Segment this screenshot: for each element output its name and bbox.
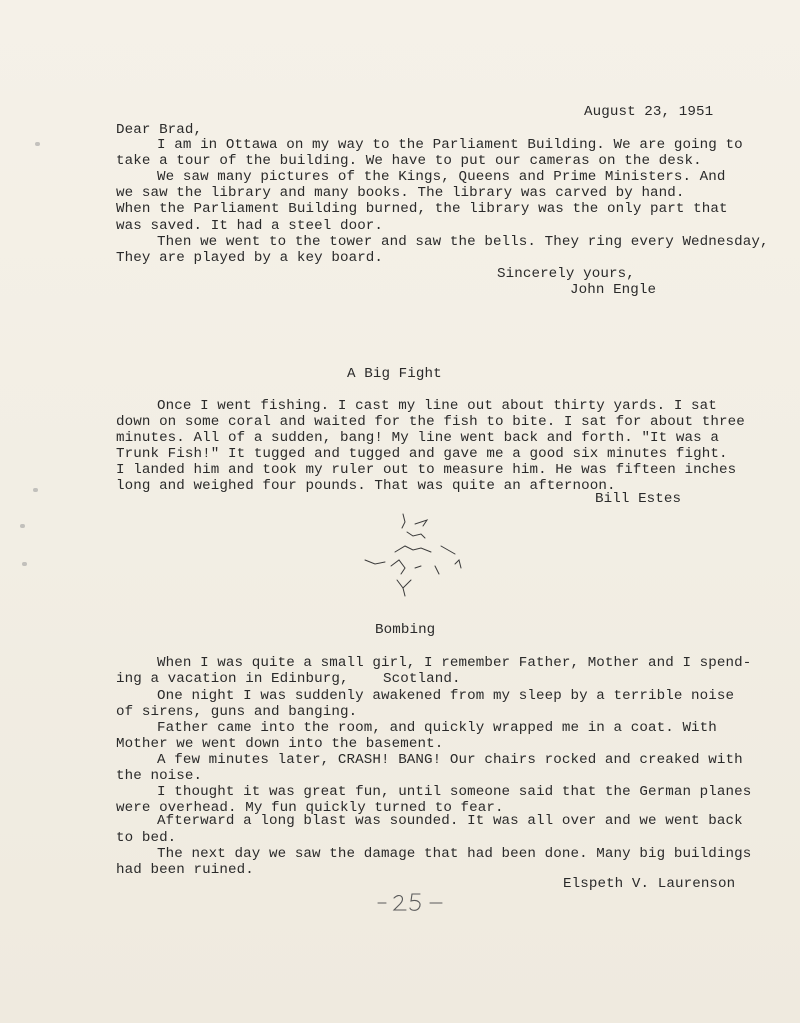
story-line: the noise. <box>116 768 203 784</box>
story-line: of sirens, guns and banging. <box>116 704 358 720</box>
letter-line: They are played by a key board. <box>116 250 384 266</box>
story-line: Trunk Fish!" It tugged and tugged and gave me a good six minutes fight. <box>116 446 728 462</box>
story-author: Bill Estes <box>595 491 682 507</box>
story-line: to bed. <box>116 830 177 846</box>
letter-line: Then we went to the tower and saw the bells. They ring every Wednesday, <box>157 234 769 250</box>
story-line: down on some coral and waited for the fish to bite. I sat for about three <box>116 414 745 430</box>
letter-line: was saved. It had a steel door. <box>116 218 384 234</box>
story-line: ing a vacation in Edinburg, Scotland. <box>116 671 461 687</box>
story-line: minutes. All of a sudden, bang! My line went back and forth. "It was a <box>116 430 719 446</box>
story-line: were overhead. My fun quickly turned to fear. <box>116 800 504 816</box>
letter-line: I am in Ottawa on my way to the Parliament Building. We are going to <box>157 137 743 153</box>
letter-closing: Sincerely yours, <box>497 266 635 282</box>
binder-hole-mark <box>33 488 38 492</box>
story-line: long and weighed four pounds. That was quite an afternoon. <box>116 478 616 494</box>
story-line: The next day we saw the damage that had been done. Many big buildings <box>157 846 752 862</box>
binder-hole-mark <box>22 562 27 566</box>
story-line: Afterward a long blast was sounded. It was all over and we went back <box>157 813 743 829</box>
story-line: I landed him and took my ruler out to measure him. He was fifteen inches <box>116 462 737 478</box>
story-author: Elspeth V. Laurenson <box>563 876 736 892</box>
story-line: One night I was suddenly awakened from my sleep by a terrible noise <box>157 688 735 704</box>
binder-hole-mark <box>20 524 25 528</box>
letter-signature: John Engle <box>570 282 657 298</box>
letter-line: We saw many pictures of the Kings, Queens and Prime Ministers. And <box>157 169 726 185</box>
story-line: had been ruined. <box>116 862 254 878</box>
story-line: When I was quite a small girl, I remember Father, Mother and I spend- <box>157 655 752 671</box>
story-line: Once I went fishing. I cast my line out about thirty yards. I sat <box>157 398 717 414</box>
story-line: I thought it was great fun, until someone said that the German planes <box>157 784 752 800</box>
letter-line: take a tour of the building. We have to put our cameras on the desk. <box>116 153 702 169</box>
story-title: Bombing <box>375 622 436 638</box>
letter-line: When the Parliament Building burned, the library was the only part that <box>116 201 728 217</box>
letter-date: August 23, 1951 <box>584 104 714 120</box>
story-title: A Big Fight <box>347 366 442 382</box>
binder-hole-mark <box>35 142 40 146</box>
pen-sketch-illustration <box>355 508 475 598</box>
story-line: Mother we went down into the basement. <box>116 736 444 752</box>
letter-greeting: Dear Brad, <box>116 122 203 138</box>
story-line: Father came into the room, and quickly wrapped me in a coat. With <box>157 720 717 736</box>
story-line: A few minutes later, CRASH! BANG! Our chairs rocked and creaked with <box>157 752 743 768</box>
page-number-mark <box>376 890 446 914</box>
letter-line: we saw the library and many books. The library was carved by hand. <box>116 185 685 201</box>
